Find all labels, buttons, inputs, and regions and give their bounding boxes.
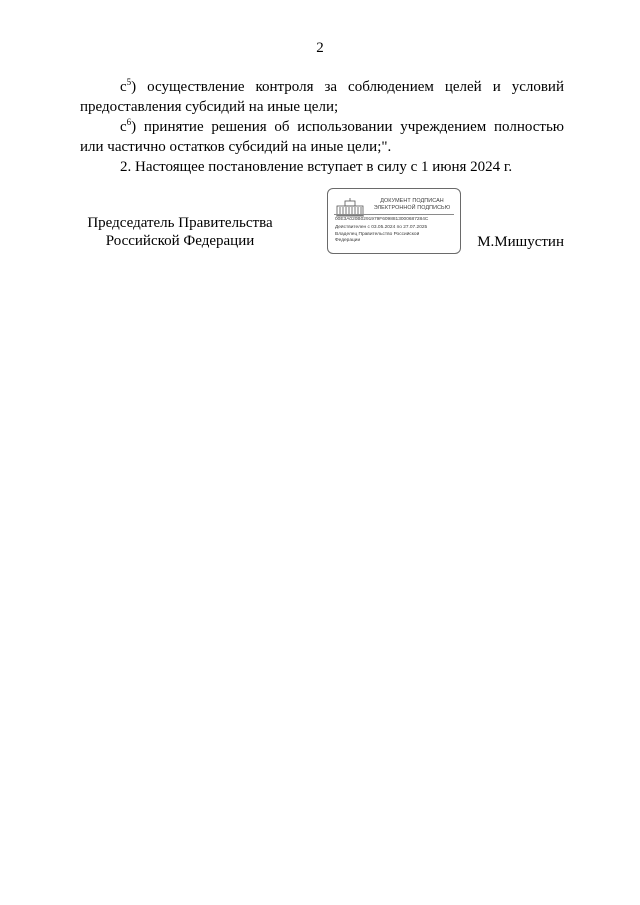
document-body: [80, 77, 564, 177]
paragraph-c5-line2: предоставления субсидий на иные цели;: [80, 99, 339, 115]
stamp-validity: Действителен с 03.05.2024 по 27.07.2025: [335, 225, 428, 230]
signer-title: [80, 214, 280, 250]
stamp-heading-line1: ДОКУМЕНТ ПОДПИСАН: [380, 198, 444, 204]
paragraph-c6-prefix: с: [120, 119, 127, 135]
stamp-certificate: 00E3A020B0291979F6098813000687284C: [335, 217, 429, 222]
paragraph-c6-line1: [80, 117, 564, 137]
stamp-divider: [334, 214, 454, 215]
paragraph-c5-superscript: 5: [126, 77, 132, 87]
stamp-owner-line1: Владелец Правительство Российской: [335, 232, 420, 237]
stamp-owner-line2: Федерации: [335, 238, 361, 243]
paragraph-c5-prefix: с: [120, 79, 127, 95]
signer-title-line2: Российской Федерации: [105, 233, 255, 249]
stamp-heading: [366, 198, 458, 212]
page-number: 2: [316, 40, 324, 56]
signer-name: М.Мишустин: [477, 234, 564, 250]
electronic-signature-stamp: [327, 188, 461, 254]
paragraph-item-2: 2. Настоящее постановление вступает в силу с 1 июня 2024 г.: [120, 159, 513, 175]
paragraph-c6-text: ) принятие решения об использовании учреждением полностью: [131, 119, 564, 135]
paragraph-c5-text: ) осуществление контроля за соблюдением целей и условий: [131, 79, 564, 95]
stamp-heading-line2: ЭЛЕКТРОННОЙ ПОДПИСЬЮ: [373, 205, 451, 211]
signer-title-line1: Председатель Правительства: [87, 215, 273, 231]
paragraph-c6-superscript: 6: [126, 117, 132, 127]
paragraph-c6-line2: или частично остатков субсидий на иные цели;".: [80, 139, 392, 155]
paragraph-c5-line1: [80, 77, 564, 97]
